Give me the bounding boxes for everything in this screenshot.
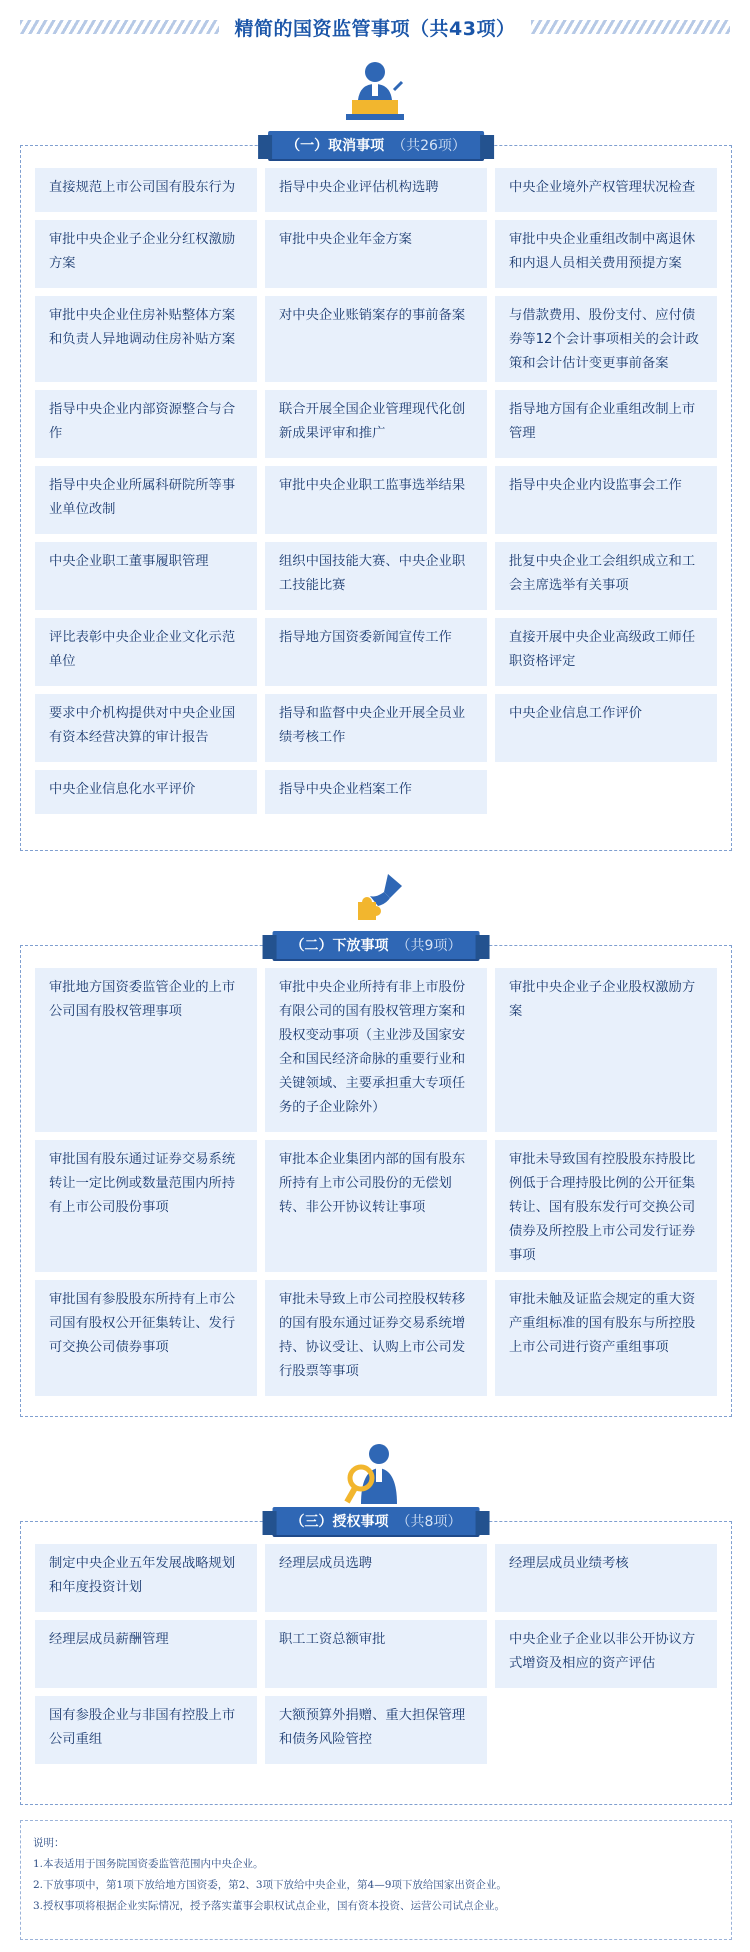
list-item: 审批国有股东通过证券交易系统转让一定比例或数量范围内所持有上市公司股份事项 xyxy=(35,1140,257,1272)
list-item: 指导中央企业所属科研院所等事业单位改制 xyxy=(35,466,257,534)
list-item: 经理层成员薪酬管理 xyxy=(35,1620,257,1688)
list-item: 制定中央企业五年发展战略规划和年度投资计划 xyxy=(35,1544,257,1612)
list-item: 审批中央企业重组改制中离退休和内退人员相关费用预提方案 xyxy=(495,220,717,288)
list-item: 联合开展全国企业管理现代化创新成果评审和推广 xyxy=(265,390,487,458)
list-item: 审批未导致上市公司控股权转移的国有股东通过证券交易系统增持、协议受让、认购上市公司发行股票等事项 xyxy=(265,1280,487,1396)
list-item: 要求中介机构提供对中央企业国有资本经营决算的审计报告 xyxy=(35,694,257,762)
list-item: 中央企业信息化水平评价 xyxy=(35,770,257,814)
section-label: （二）下放事项 xyxy=(290,938,389,954)
notes-line: 1.本表适用于国务院国资委监管范围内中央企业。 xyxy=(33,1858,264,1870)
items-grid xyxy=(35,1544,717,1764)
list-item: 审批地方国资委监管企业的上市公司国有股权管理事项 xyxy=(35,968,257,1132)
list-item: 审批中央企业住房补贴整体方案和负责人异地调动住房补贴方案 xyxy=(35,296,257,382)
section-count: （共8项） xyxy=(396,1514,462,1530)
list-item: 审批中央企业子企业分红权激励方案 xyxy=(35,220,257,288)
list-item: 直接开展中央企业高级政工师任职资格评定 xyxy=(495,618,717,686)
section-banner-authorized xyxy=(273,1507,480,1535)
header-hatch-right xyxy=(531,20,730,34)
items-grid xyxy=(35,168,717,814)
section-count: （共9项） xyxy=(396,938,462,954)
list-item: 中央企业子企业以非公开协议方式增资及相应的资产评估 xyxy=(495,1620,717,1688)
list-item: 指导中央企业档案工作 xyxy=(265,770,487,814)
hand-puzzle-icon xyxy=(340,872,410,930)
section-label: （一）取消事项 xyxy=(286,138,385,154)
list-item: 指导和监督中央企业开展全员业绩考核工作 xyxy=(265,694,487,762)
empty-cell xyxy=(495,1696,717,1764)
list-item: 职工工资总额审批 xyxy=(265,1620,487,1688)
notes-line: 2.下放事项中，第1项下放给地方国资委，第2、3项下放给中央企业，第4—9项下放给国家出资企业。 xyxy=(33,1879,507,1891)
list-item: 审批中央企业年金方案 xyxy=(265,220,487,288)
section-banner-delegated xyxy=(273,931,480,959)
presenter-icon xyxy=(330,60,420,126)
list-item: 审批中央企业职工监事选举结果 xyxy=(265,466,487,534)
list-item: 指导中央企业内部资源整合与合作 xyxy=(35,390,257,458)
notes-title: 说明： xyxy=(33,1837,65,1849)
list-item: 中央企业境外产权管理状况检查 xyxy=(495,168,717,212)
page-header xyxy=(20,14,730,40)
list-item: 审批中央企业所持有非上市股份有限公司的国有股权管理方案和股权变动事项（主业涉及国家安全和国民经济命脉的重要行业和关键领域、主要承担重大专项任务的子企业除外） xyxy=(265,968,487,1132)
list-item: 审批未触及证监会规定的重大资产重组标准的国有股东与所控股上市公司进行资产重组事项 xyxy=(495,1280,717,1396)
magnifier-person-icon xyxy=(335,1442,415,1512)
list-item: 评比表彰中央企业企业文化示范单位 xyxy=(35,618,257,686)
list-item: 直接规范上市公司国有股东行为 xyxy=(35,168,257,212)
items-grid xyxy=(35,968,717,1396)
notes-box xyxy=(20,1820,732,1940)
section-cancelled xyxy=(20,138,732,851)
list-item: 对中央企业账销案存的事前备案 xyxy=(265,296,487,382)
list-item: 国有参股企业与非国有控股上市公司重组 xyxy=(35,1696,257,1764)
list-item: 指导中央企业评估机构选聘 xyxy=(265,168,487,212)
list-item: 审批中央企业子企业股权激励方案 xyxy=(495,968,717,1132)
list-item: 大额预算外捐赠、重大担保管理和债务风险管控 xyxy=(265,1696,487,1764)
header-hatch-left xyxy=(20,20,219,34)
list-item: 审批本企业集团内部的国有股东所持有上市公司股份的无偿划转、非公开协议转让事项 xyxy=(265,1140,487,1272)
list-item: 中央企业信息工作评价 xyxy=(495,694,717,762)
section-label: （三）授权事项 xyxy=(290,1514,389,1530)
list-item: 经理层成员选聘 xyxy=(265,1544,487,1612)
page-title: 精简的国资监管事项（共43项） xyxy=(234,17,516,40)
list-item: 指导地方国有企业重组改制上市管理 xyxy=(495,390,717,458)
list-item: 批复中央企业工会组织成立和工会主席选举有关事项 xyxy=(495,542,717,610)
list-item: 组织中国技能大赛、中央企业职工技能比赛 xyxy=(265,542,487,610)
list-item: 审批未导致国有控股股东持股比例低于合理持股比例的公开征集转让、国有股东发行可交换公司债券及所控股上市公司发行证券事项 xyxy=(495,1140,717,1272)
section-delegated xyxy=(20,938,732,1417)
section-authorized xyxy=(20,1514,732,1805)
list-item: 与借款费用、股份支付、应付债券等12个会计事项相关的会计政策和会计估计变更事前备案 xyxy=(495,296,717,382)
section-count: （共26项） xyxy=(392,138,466,154)
list-item: 审批国有参股股东所持有上市公司国有股权公开征集转让、发行可交换公司债券事项 xyxy=(35,1280,257,1396)
notes-line: 3.授权事项将根据企业实际情况，授予落实董事会职权试点企业，国有资本投资、运营公司试点企业。 xyxy=(33,1900,506,1912)
list-item: 指导中央企业内设监事会工作 xyxy=(495,466,717,534)
section-banner-cancelled xyxy=(268,131,484,159)
list-item: 中央企业职工董事履职管理 xyxy=(35,542,257,610)
empty-cell xyxy=(495,770,717,814)
list-item: 指导地方国资委新闻宣传工作 xyxy=(265,618,487,686)
list-item: 经理层成员业绩考核 xyxy=(495,1544,717,1612)
